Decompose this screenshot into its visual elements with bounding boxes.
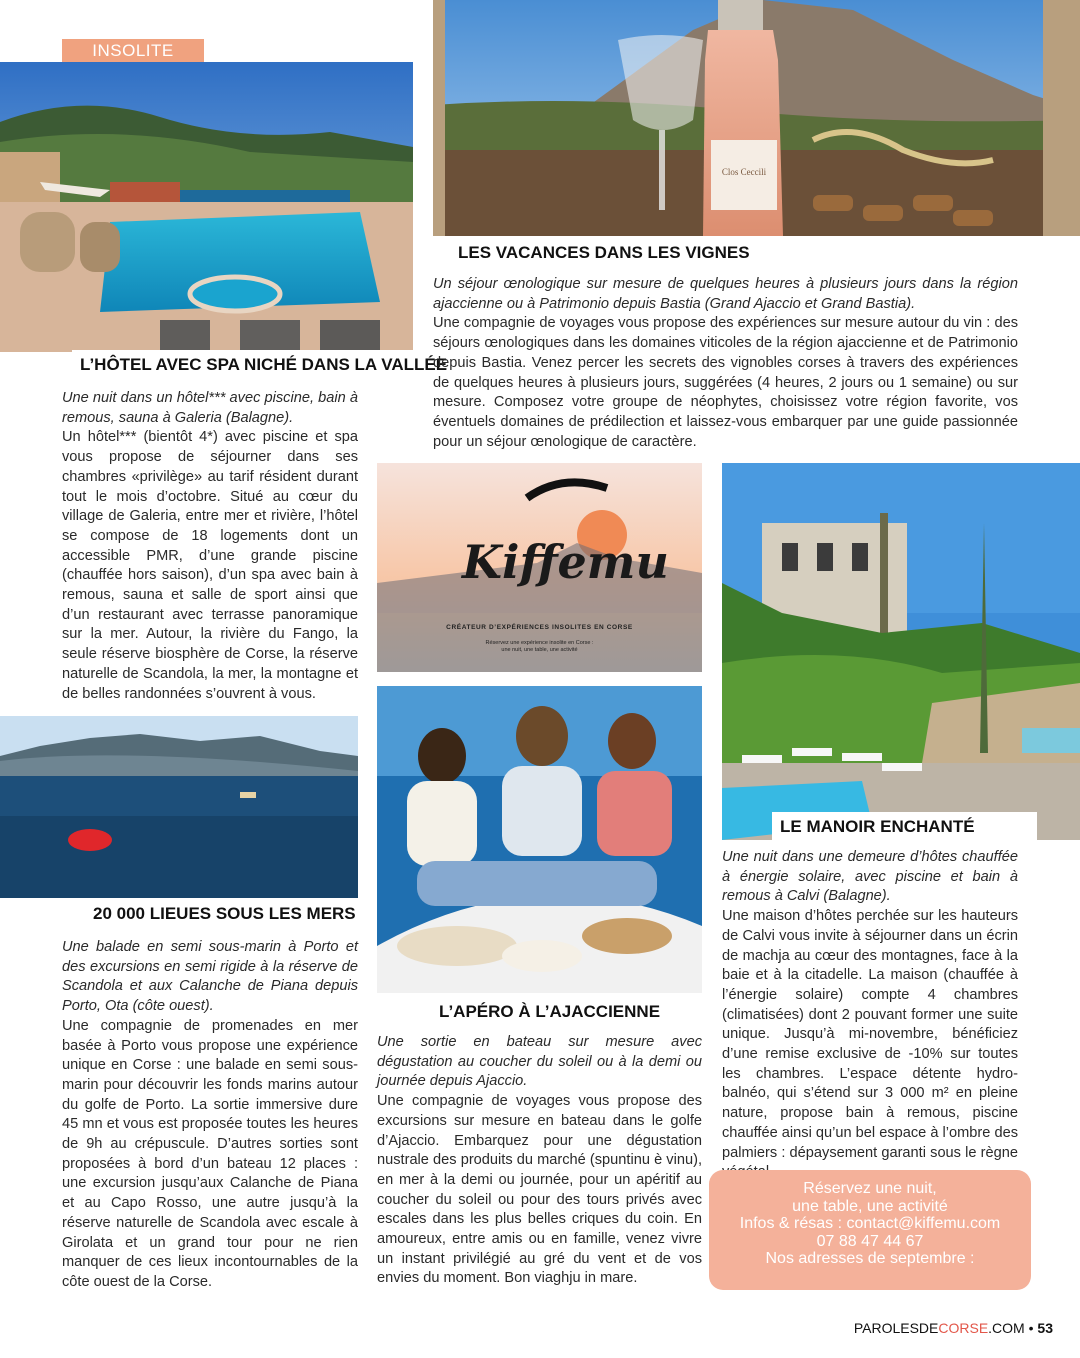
kiffemu-tagline: CRÉATEUR D’EXPÉRIENCES INSOLITES EN CORSE xyxy=(446,624,633,631)
vignes-title: LES VACANCES DANS LES VIGNES xyxy=(448,238,758,268)
apero-lead: Une sortie en bateau sur mesure avec dégustation au coucher du soleil ou à la demi ou journée depuis Ajaccio. xyxy=(377,1034,702,1090)
manoir-title: LE MANOIR ENCHANTÉ xyxy=(772,812,1037,842)
lieues-title: 20 000 LIEUES SOUS LES MERS xyxy=(87,899,362,929)
page-number: 53 xyxy=(1037,1320,1053,1336)
kiffemu-line2: une nuit, une table, une activité xyxy=(501,647,578,653)
page-footer xyxy=(854,1320,1053,1336)
hotel-body: Un hôtel*** (bientôt 4*) avec piscine et spa vous propose de séjourner dans ses chambres «privilège» au tarif résident durant tout le mois d’octobre. Situé au cœur du village de Galeria, entre mer et rivière, l’hôtel se compose de 18 logements dont un accessible PMR, d’une grande piscine (chauffée hors saison), d’un spa avec bain à remous, sauna et salle de sport ainsi que d’un restaurant avec terrasse panoramique sur la mer. Autour, la rivière du Fango, la seule réserve biosphère de Corse, la réserve naturelle de Scandola, la mer, la montagne et de belles randonnées s’ouvrent à vous. xyxy=(62,429,358,702)
apero-photo xyxy=(377,686,702,993)
booking-line1: Réservez une nuit, xyxy=(803,1180,937,1197)
semi-submarine-icon xyxy=(68,829,112,851)
wine-bottle-label: Clos Ceccili xyxy=(721,167,767,177)
booking-line2: une table, une activité xyxy=(792,1197,948,1215)
booking-box xyxy=(709,1170,1031,1290)
wine-photo xyxy=(433,0,1080,236)
apero-text xyxy=(377,1033,702,1289)
booking-phone[interactable]: 07 88 47 44 67 xyxy=(816,1232,924,1250)
hotel-text xyxy=(62,389,358,704)
hotel-pool-photo xyxy=(0,62,413,352)
lieues-body: Une compagnie de promenades en mer basée à Porto vous propose une expérience unique en Corse : une balade en semi sous-marin pour découvrir les fonds marins autour du golfe de Porto. La sortie immersive dure 45 mn et vous est proposée toutes les heures de 9h au crépuscule. D’autres sorties sont proposées à bord d’un bateau 12 places : une excursion jusqu’aux Calanche de Piana et au Capo Rosso, une autre jusqu’à la réserve naturelle de Scandola avec escale à Girolata et un grand tour pour ne rien manquer de ces lieux incontournables de la côte ouest de la Corse. xyxy=(62,1017,358,1290)
hotel-lead: Une nuit dans un hôtel*** avec piscine, bain à remous, sauna à Galeria (Balagne). xyxy=(62,390,358,426)
lieues-text xyxy=(62,938,358,1293)
apero-title: L’APÉRO À L’AJACCIENNE xyxy=(433,997,666,1027)
sea-photo xyxy=(0,716,358,898)
apero-body: Une compagnie de voyages vous propose des excursions sur mesure en bateau dans le golfe d’Ajaccio. Embarquez pour une dégustation nustrale des produits du marché (spuntinu è vinu), en mer à la demi ou journée, pour un apéritif au coucher du soleil ou pour des tours privés avec escales dans les plus belles criques du coin. En amoureux, entre amis ou en famille, venez vivre un instant privilégié au gré du vent et de vos envies du moment. Bon viaghju in mare. xyxy=(377,1093,702,1287)
manoir-photo xyxy=(722,463,1080,840)
kiffemu-logo: Kiffemu xyxy=(462,535,669,589)
lieues-lead: Une balade en semi sous-marin à Porto et des excursions en semi rigide à la réserve de Scandola et aux Calanche de Piana depuis Porto, Ota (côte ouest). xyxy=(62,939,358,1015)
kiffemu-line1: Réservez une expérience insolite en Corse : xyxy=(485,640,594,646)
footer-site-a[interactable]: PAROLESDE xyxy=(853,1320,939,1336)
manoir-body: Une maison d’hôtes perchée sur les hauteurs de Calvi vous invite à séjourner dans un écrin de machja au cœur des montagnes, face à la baie et à la citadelle. La maison (chauffée à l’énergie solaire) compte 4 chambres (climatisées) dont 2 pouvant former une suite unique. Jusqu’à mi-novembre, bénéficiez d’une remise exclusive de -10% sur toutes les chambres. L’espace détente hydro-balnéo, qui s’étend sur 3 000 m² en pleine nature, propose bain à remous, piscine chauffée ainsi qu’un bel espace à l’ombre des palmiers : dépaysement garanti sous le règne xyxy=(722,908,1018,1161)
kiffemu-ad xyxy=(377,463,702,672)
footer-site-b[interactable]: CORSE xyxy=(938,1320,989,1336)
booking-line5: Nos adresses de septembre : xyxy=(765,1250,975,1267)
manoir-text xyxy=(722,848,1018,1183)
booking-contact[interactable]: Infos & résas : contact@kiffemu.com xyxy=(739,1215,1001,1232)
footer-site-c[interactable]: .COM xyxy=(988,1320,1025,1336)
footer-separator: • xyxy=(1028,1320,1034,1336)
hotel-title: L’HÔTEL AVEC SPA NICHÉ DANS LA VALLÉE xyxy=(72,350,459,380)
vignes-body: Une compagnie de voyages vous propose des expériences sur mesure autour du vin : des séjours œnologiques dans les domaines viticoles de la région ajaccienne et de Patrimonio depuis Bastia. Venez percer les secrets des vignobles corses à travers des expériences de quelques heures à plusieurs jours, suggérées (4 heures, 2 jours ou 1 semaine) ou sur mesure. Composez votre groupe de néophytes, choisissez votre région favorite, vos éventuels domaines de prédilection et laissez-vous embarquer par une guide passionnée pour un séjour œnologique de caractère. xyxy=(433,315,1018,450)
section-tag: INSOLITE xyxy=(62,39,204,62)
manoir-lead: Une nuit dans une demeure d’hôtes chauffée à énergie solaire, avec piscine et bain à remous à Calvi (Balagne). xyxy=(722,849,1018,905)
vignes-lead: Un séjour œnologique sur mesure de quelques heures à plusieurs jours dans la région ajaccienne ou à Patrimonio depuis Bastia (Grand Ajaccio et Grand Bastia). xyxy=(433,276,1018,312)
vignes-text xyxy=(433,275,1018,452)
